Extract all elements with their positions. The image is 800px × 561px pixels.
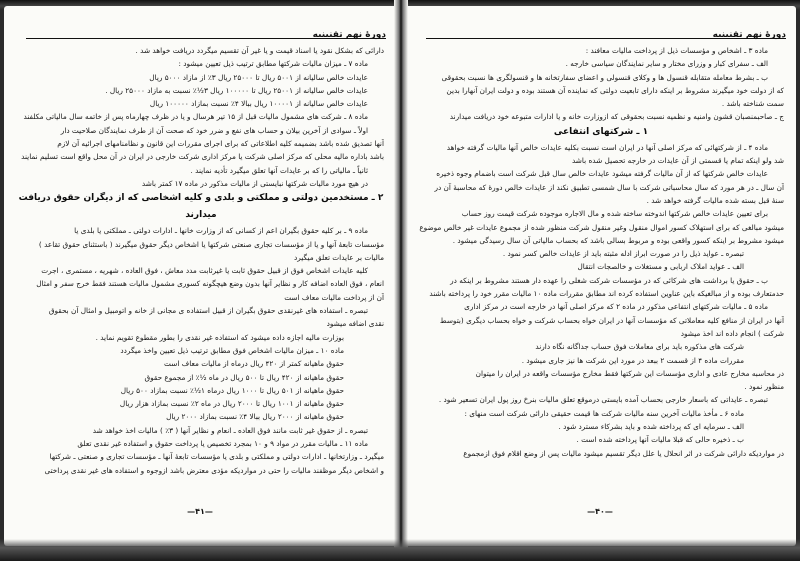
right-page-number: —۴۰—	[587, 507, 613, 516]
text-line: آن از پرداخت مالیات معاف است	[284, 292, 384, 302]
text-line: ماده ۱۰ ـ میزان مالیات اشخاص فوق مطابق ترتیب ذیل تعیین واخذ میگردد	[120, 345, 344, 355]
text-line: برای تعیین عایدات خالص شرکتها اندوخته ساخته شده و مال الاجاره موجوده شرکت قیمت روز حساب	[461, 209, 768, 219]
text-line: آن سال ـ در هر مورد که سال محاسباتی شرکت با سال شمسی تطبیق نکند از عایدات خالص دورهٔ که محاسبهٔ آن در	[434, 182, 784, 192]
section-heading: ۲ ـ مستخدمین دولتی و مملکتی و بلدی و کلیه اشخاصی که از دیگران حقوق دریافت میدارند	[18, 193, 384, 221]
text-line: الف ـ سفرای کبار و وزرای مختار و سایر نمایندگان سیاسی خارجه .	[565, 59, 768, 69]
text-line: ب ـ بشرط معامله متقابله قنسول ها و وکلای قنسولی و اعضای سفارتخانه ها و قنسولگری ها نسبت بحقوقی	[441, 72, 768, 82]
text-line: شرکت های مذکوره باید برای معاملات فوق حساب جداگانه نگاه دارند	[535, 342, 744, 352]
text-line: ماده ۳ ـ اشخاص و مؤسسات ذیل از پرداخت مالیات معافند :	[585, 46, 768, 55]
scan-bottom-shadow	[0, 539, 800, 561]
text-line: الف ـ عواید املاک اربابی و مستغلات و خالصجات انتقال	[577, 262, 744, 272]
text-line: در محاسبه مخارج عادی و اداری مؤسسات این شرکتها فقط مخارج مؤسسات واقعه در ایران را میتوان	[475, 368, 784, 378]
text-line: منظور نمود .	[744, 382, 784, 392]
right-page	[404, 6, 796, 546]
text-line: مالیات بر عایدات تعلق میگیرد	[294, 252, 384, 262]
text-line: حدمتعارف بوده و از مبالغیکه باین عناوین استفاده کرده اند مطابق مقررات ماده ۱۰ مالیات مقرر خود را پرداخته باشند	[429, 289, 784, 299]
text-line: باشد باداره مالیه محلی که مرکز اصلی شرکت یا مرکز اداری شرکت خارجی در ایران در آن محل واقع است تسلیم نمایند	[21, 152, 384, 162]
book-gutter	[394, 0, 408, 561]
text-line: حقوق ماهیانه از ۴۲۰ ریال تا ۵۰۰ ریال در ماه ½٪ از مجموع حقوق	[144, 372, 344, 382]
text-line: و اشخاص دیگر موظفند مالیات را حتی در مواردیکه مؤدی معترض باشد ازوجوه و استفاده های غیر نقدی پرداختی	[44, 465, 384, 475]
text-line: ماده ۵ ـ مالیات شرکتهای انتفاعی مذکور در ماده ۲ که مرکز اصلی آنها در خارجه است در مرکز اداری	[464, 302, 768, 312]
text-line: سمت شناخته باشد .	[721, 99, 784, 109]
text-line: آنها تصدیق شده باشد بضمیمه کلیه اطلاعاتی که برای اجرای مقررات این قانون و نظامنامهای اجرائیه آن لازم	[57, 139, 384, 149]
text-line: تبصره ـ عواید ذیل را در صورت ابراز ادله مثبته باید از عایدات خالص کسر نمود .	[502, 249, 744, 259]
text-line: میشود مشروط بر اینکه کسور واقعی بوده و مربوط بسالی باشد که بحساب مالیاتی آن سال رسیدگی میشود .	[452, 235, 784, 245]
text-line: کلیه عایدات اشخاص فوق از قبیل حقوق ثابت یا غیرثابت مدد معاش ، فوق العاده ، شهریه ، مستمری ، اجرت	[41, 266, 368, 276]
text-line: ب ـ حقوق یا برداشت های شرکائی که در مؤسسات شرکت شغلی را عهده دار هستند مشروط بر اینکه در	[450, 275, 768, 285]
text-line: ب ـ ذخیره حالی که قبلا مالیات آنها پرداخته شده است .	[576, 435, 744, 445]
text-line: ماده ۸ ـ شرکت های مشمول مالیات قبل از ۱۵ تیر هرسال و یا در ظرف چهارماه پس از خاتمه سال مالیاتی مکلفند	[23, 112, 368, 122]
text-line: سنهٔ قبل بسته شده مالیات گرفته خواهد شد .	[646, 195, 784, 205]
text-line: میگیرد ـ وزارتخانها ـ ادارات دولتی و مملکتی و بلدی یا مؤسسات تابعهٔ آنها ـ مؤسسات تجاری و صنعتی ـ شرکتها	[49, 452, 384, 462]
text-line: الف ـ سرمایه ای که پرداخته شده و باید بشرکاء مسترد شود .	[558, 422, 744, 432]
text-line: شد ولو اینکه تمام یا قسمتی از آن عایدات در خارجه تحصیل شده باشد	[571, 156, 784, 166]
text-line: مؤسسات تابعهٔ آنها و یا از مؤسسات تجاری صنعتی شرکتها یا اشخاص دیگر حقوق میگیرند ( باستثنای حقوق تقاعد )	[38, 239, 384, 249]
text-line: انعام ، فوق العاده اضافه کار و نظایر آنها بدون وضع هیچگونه کسوری مشمول مالیات هستند فقط خرج سفر و امثال	[36, 279, 384, 289]
text-line: حقوق ماهیانه از ۱۰۰۱ ریال تا ۲۰۰۰ ریال در ماه ۲٪ نسبت بمازاد هزار ریال	[119, 399, 344, 409]
right-page-header	[426, 22, 786, 39]
text-line: در مواردیکه دارائی شرکت در اثر انحلال یا علل دیگر تقسیم میشود مالیات پس از وضع اقلام فوق ازمجموع	[463, 448, 784, 458]
text-line: عایدات خالص سالیانه از ۱۰۰۰۰۱ ریال ببالا ۴٪ نسبت بمازاد ۱۰۰۰۰۰ ریال	[149, 99, 368, 109]
text-line: اولاً ـ سوادی از آخرین بیلان و حساب های نفع و ضرر خود که صحت آن از طرف نمایندگان صلاحیت دار	[60, 125, 368, 135]
text-line: عایدات خالص سالیانه از ۵۰۰۱ ریال تا ۲۵۰۰۰ ریال ۳٪ از مازاد ۵۰۰۰ ریال	[149, 72, 368, 82]
text-line: ماده ۷ ـ میزان مالیات شرکتها مطابق ترتیب ذیل تعیین میشود :	[178, 59, 368, 69]
text-line: نقدی اضافه میشود	[326, 319, 384, 329]
running-header-title: دورهٔ نهم تقنینیه	[312, 30, 386, 40]
text-line: حقوق ماهیانه از ۲۰۰۰ ریال ببالا ۴٪ نسبت بمازاد ۲۰۰۰ ریال	[166, 412, 344, 422]
text-line: آنها در ایران از منافع کلیه معاملاتی که مؤسسات آنها در ایران خواه بحساب شرکت و خواه بحساب دیگری (بتوسط	[439, 315, 784, 325]
text-line: حقوق ماهیانه کمتر از ۴۲۰ ریال درماه از مالیات معاف است	[164, 359, 344, 369]
left-page	[4, 6, 396, 546]
text-line: ثانیاً ـ مالیاتی را که بر عایدات آنها تعلق میگیرد تأدیه نمایند .	[190, 165, 368, 175]
text-line: تبصره ـ از حقوق غیر ثابت مانند فوق العاده ـ انعام و نظایر آنها ( ۳٪ ) مالیات اخذ خواهد شد	[92, 425, 368, 435]
text-line: دارائی که بشکل نقود یا اسناد قیمت و یا غیر آن تقسیم میگردد دریافت خواهد شد .	[135, 46, 384, 55]
text-line: عایدات خالص شرکتها که از آن مالیات گرفته میشود عایدات خالص سال قبل شرکت است باضمام وجوه ذخیره	[436, 169, 768, 179]
text-line: در هیچ مورد مالیات شرکتها نبایستی از مالیات مذکور در ماده ۱۷ کمتر باشد	[141, 178, 368, 188]
left-page-header	[26, 22, 386, 39]
text-line: بوزارت مالیه اجازه داده میشود که استفاده غیر نقدی را بطور مقطوع تقویم نماید .	[95, 332, 344, 342]
text-line: ماده ۹ ـ بر کلیه حقوق بگیران اعم از کسانی که از وزارت خانها ـ ادارات دولتی ـ مملکتی یا بلدی یا	[74, 226, 368, 236]
section-heading: ۱ ـ شرکتهای انتفاعی	[553, 126, 649, 137]
text-line: مقررات ماده ۴ از قسمت ۲ ببعد در مورد این شرکت ها نیز جاری میشود .	[521, 355, 744, 365]
running-header-title: دورهٔ نهم تقنینیه	[712, 30, 786, 40]
text-line: ماده ۴ ـ از شرکتهائی که مرکز اصلی آنها در ایران است نسبت بکلیه عایدات خالص آنها مالیات گرفته خواهد	[446, 142, 768, 152]
text-line: شرکت ) انجام داده اند اخذ میشود	[680, 328, 784, 338]
left-page-number: —۴۱—	[187, 507, 213, 516]
text-line: عایدات خالص سالیانه از ۲۵۰۰۱ ریال تا ۱۰۰۰۰۰ ریال ۳½٪ نسبت به مازاد ۲۵۰۰۰ ریال .	[105, 85, 368, 95]
text-line: که از دولت خود میگیرند مشروط بر اینکه دارای تابعیت دولتی که نماینده آن هستند بوده و دولت ایران آنهارا بدین	[446, 85, 784, 95]
right-page-body	[418, 44, 784, 460]
text-line: تبصره ـ استفاده های غیرنقدی حقوق بگیران از قبیل استفاده ی مجانی از خانه و اتومبیل و امثال آن بحقوق	[48, 306, 368, 316]
text-line: میشود مبالغی که برای استهلاک کسور اموال منقول وغیر منقول شرکت منظور شده از مجموع عایدات غیر خالص موضوع	[419, 222, 784, 232]
text-line: حقوق ماهیانه از ۵۰۱ ریال تا ۱۰۰۰ ریال درماه ۱½٪ نسبت بمازاد ۵۰۰ ریال	[120, 385, 344, 395]
text-line: تبصره ـ عایداتی که باسعار خارجی بحساب آمده بایستی درموقع تعلق مالیات بنرخ روز پول ایران تسعیر شود .	[438, 395, 768, 405]
text-line: ماده ۱۱ ـ مالیات مقرر در مواد ۹ و ۱۰ بمجرد تخصیص یا پرداخت حقوق و استفاده غیر نقدی تعلق	[77, 439, 368, 449]
text-line: ماده ۶ ـ مأخذ مالیات آخرین سنه مالیات شرکت ها قیمت حقیقی دارائی شرکت است منهای :	[464, 408, 744, 418]
left-page-body	[18, 44, 384, 477]
text-line: ج ـ صاحبمنصبان قشون وامنیه و نظمیه نسبت بحقوقی که ازوزارت خانه و یا ادارات متبوعه خود دریافت میدارند	[449, 112, 784, 122]
